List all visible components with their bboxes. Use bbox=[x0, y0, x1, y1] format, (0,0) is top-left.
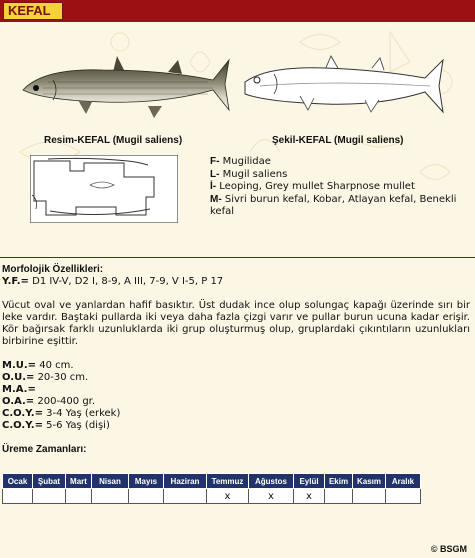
stat-maturity-male: C.O.Y.= 3-4 Yaş (erkek) bbox=[2, 408, 121, 419]
month-header-cell: Ağustos bbox=[249, 474, 294, 489]
drawing-caption: Şekil-KEFAL (Mugil saliens) bbox=[272, 135, 404, 146]
page-title: KEFAL bbox=[3, 2, 63, 20]
month-header-cell: Şubat bbox=[33, 474, 66, 489]
month-mark-cell bbox=[33, 489, 66, 504]
month-mark-cell bbox=[3, 489, 33, 504]
taxonomy-info bbox=[210, 156, 472, 219]
month-header-cell: Ekim bbox=[325, 474, 353, 489]
month-header-cell: Temmuz bbox=[207, 474, 249, 489]
latin-name-line: L- Mugil saliens bbox=[210, 168, 288, 180]
family-line: F- Mugilidae bbox=[210, 156, 271, 167]
month-marks-row bbox=[3, 489, 421, 504]
local-names-line: M- Sivri burun kefal, Kobar, Atlayan kefal, Benekli kefal bbox=[210, 193, 457, 217]
month-header-cell: Kasım bbox=[353, 474, 386, 489]
fin-formula: Y.F.= D1 IV-V, D2 I, 8-9, A III, 7-9, V I-5, P 17 bbox=[2, 276, 224, 287]
top-bar bbox=[0, 0, 475, 22]
month-header-cell: Mart bbox=[66, 474, 92, 489]
stat-avg-length: O.U.= 20-30 cm. bbox=[2, 372, 89, 383]
fish-drawing-image bbox=[240, 48, 450, 126]
month-mark-cell: x bbox=[249, 489, 294, 504]
month-mark-cell bbox=[386, 489, 421, 504]
morphology-heading: Morfolojik Özellikleri: bbox=[2, 264, 104, 275]
month-header-cell: Ocak bbox=[3, 474, 33, 489]
month-mark-cell bbox=[92, 489, 129, 504]
month-mark-cell: x bbox=[294, 489, 325, 504]
month-header-cell: Eylül bbox=[294, 474, 325, 489]
month-mark-cell bbox=[353, 489, 386, 504]
month-mark-cell bbox=[66, 489, 92, 504]
section-divider bbox=[0, 257, 475, 258]
english-name-line: İ- Leoping, Grey mullet Sharpnose mullet bbox=[210, 181, 415, 192]
breeding-months-table bbox=[2, 473, 421, 504]
month-mark-cell bbox=[325, 489, 353, 504]
month-header-cell: Haziran bbox=[164, 474, 207, 489]
morphology-section bbox=[2, 264, 470, 456]
stat-max-length: M.U.= 40 cm. bbox=[2, 360, 74, 371]
month-mark-cell bbox=[129, 489, 164, 504]
stat-avg-weight: O.A.= 200-400 gr. bbox=[2, 396, 96, 407]
fish-photo-image bbox=[18, 50, 236, 130]
month-header-cell: Aralık bbox=[386, 474, 421, 489]
breeding-heading: Üreme Zamanları: bbox=[2, 444, 87, 455]
month-header-row bbox=[3, 474, 421, 489]
month-header-cell: Nisan bbox=[92, 474, 129, 489]
photo-caption: Resim-KEFAL (Mugil saliens) bbox=[44, 135, 183, 146]
month-mark-cell bbox=[164, 489, 207, 504]
stat-maturity-female: C.O.Y.= 5-6 Yaş (dişi) bbox=[2, 420, 110, 431]
description-paragraph: Vücut oval ve yanlardan hafif basıktır. Üst dudak ince olup solungaç kapağı üzerinde sırı bir leke vardır. Baştaki pullarda iki veya daha fazla çizgi varır ve pullar burun ucuna kadar erişir. Kör bağırsak farklı uzunluklarda iki grup oluşturmuş olup, gruplardaki çıkıntıların uzunlukları birbirine eşittir. bbox=[2, 300, 470, 347]
copyright-text: © BSGM bbox=[430, 544, 467, 554]
month-header-cell: Mayıs bbox=[129, 474, 164, 489]
month-mark-cell: x bbox=[207, 489, 249, 504]
stat-max-weight: M.A.= bbox=[2, 384, 36, 395]
distribution-map-image bbox=[30, 155, 178, 223]
